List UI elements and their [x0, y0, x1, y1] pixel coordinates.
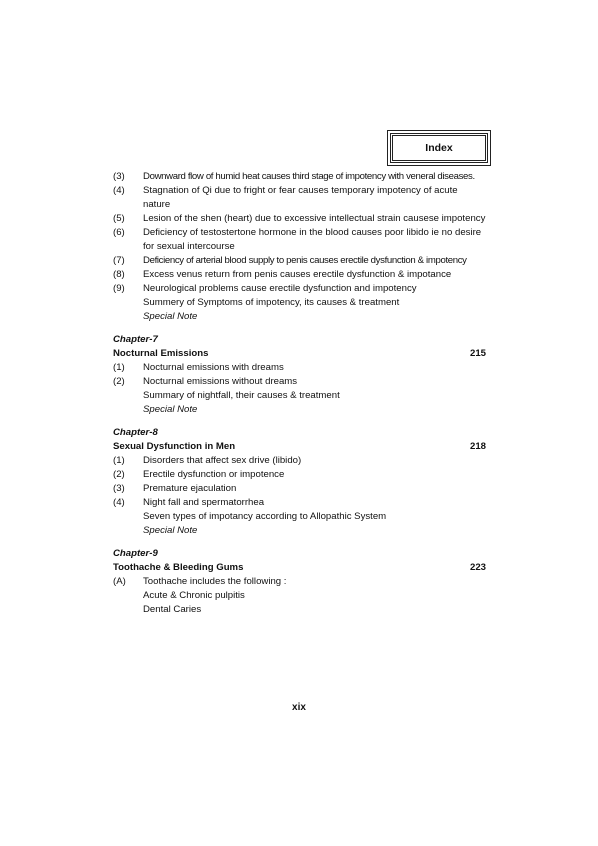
special-note: Special Note — [143, 311, 198, 322]
list-item: (3) Premature ejaculation — [113, 483, 237, 494]
chapter-8-label: Chapter-8 — [113, 427, 158, 438]
chapter-8-title: Sexual Dysfunction in Men — [113, 441, 236, 452]
chapter-9-title: Toothache & Bleeding Gums — [113, 562, 244, 573]
page-number: xix — [292, 702, 306, 713]
chapter-7-label: Chapter-7 — [113, 334, 158, 345]
list-item-continuation: for sexual intercourse — [143, 241, 235, 252]
sub-list-item: Acute & Chronic pulpitis — [143, 590, 245, 601]
list-item: (7) Deficiency of arterial blood supply to penis causes erectile dysfunction & impotency — [113, 255, 467, 266]
list-item: (6) Deficiency of testostertone hormone in the blood causes poor libido ie no desire — [113, 227, 482, 238]
index-header-box — [390, 133, 488, 163]
summary-line: Summery of Symptoms of impotency, its causes & treatment — [143, 297, 400, 308]
chapter-7-title-row — [113, 347, 486, 361]
special-note: Special Note — [143, 404, 198, 415]
list-item: (5) Lesion of the shen (heart) due to excessive intellectual strain causese impotency — [113, 213, 486, 224]
list-item: (1) Disorders that affect sex drive (libido) — [113, 455, 302, 466]
list-item: (1) Nocturnal emissions with dreams — [113, 362, 284, 373]
list-item: (9) Neurological problems cause erectile dysfunction and impotency — [113, 283, 417, 294]
list-item: (3) Downward flow of humid heat causes third stage of impotency with veneral diseases. — [113, 171, 475, 182]
special-note: Special Note — [143, 525, 198, 536]
chapter-9-label: Chapter-9 — [113, 548, 158, 559]
index-header-label: Index — [425, 142, 453, 154]
chapter-8-title-row — [113, 440, 486, 454]
chapter-9-title-row — [113, 561, 486, 575]
chapter-7-page: 215 — [469, 348, 486, 359]
chapter-7-title: Nocturnal Emissions — [113, 348, 209, 359]
index-content — [113, 170, 486, 617]
summary-line: Summary of nightfall, their causes & treatment — [143, 390, 340, 401]
list-item: (A) Toothache includes the following : — [113, 576, 287, 587]
list-item: (2) Erectile dysfunction or impotence — [113, 469, 285, 480]
sub-list-item: Dental Caries — [143, 604, 202, 615]
summary-line: Seven types of impotancy according to Allopathic System — [143, 511, 387, 522]
chapter-8-page: 218 — [469, 441, 486, 452]
list-item: (4) Night fall and spermatorrhea — [113, 497, 265, 508]
list-item: (8) Excess venus return from penis causes erectile dysfunction & impotance — [113, 269, 452, 280]
list-item: (2) Nocturnal emissions without dreams — [113, 376, 298, 387]
chapter-9-page: 223 — [469, 562, 486, 573]
list-item: (4) Stagnation of Qi due to fright or fear causes temporary impotency of acute nature — [113, 185, 458, 210]
